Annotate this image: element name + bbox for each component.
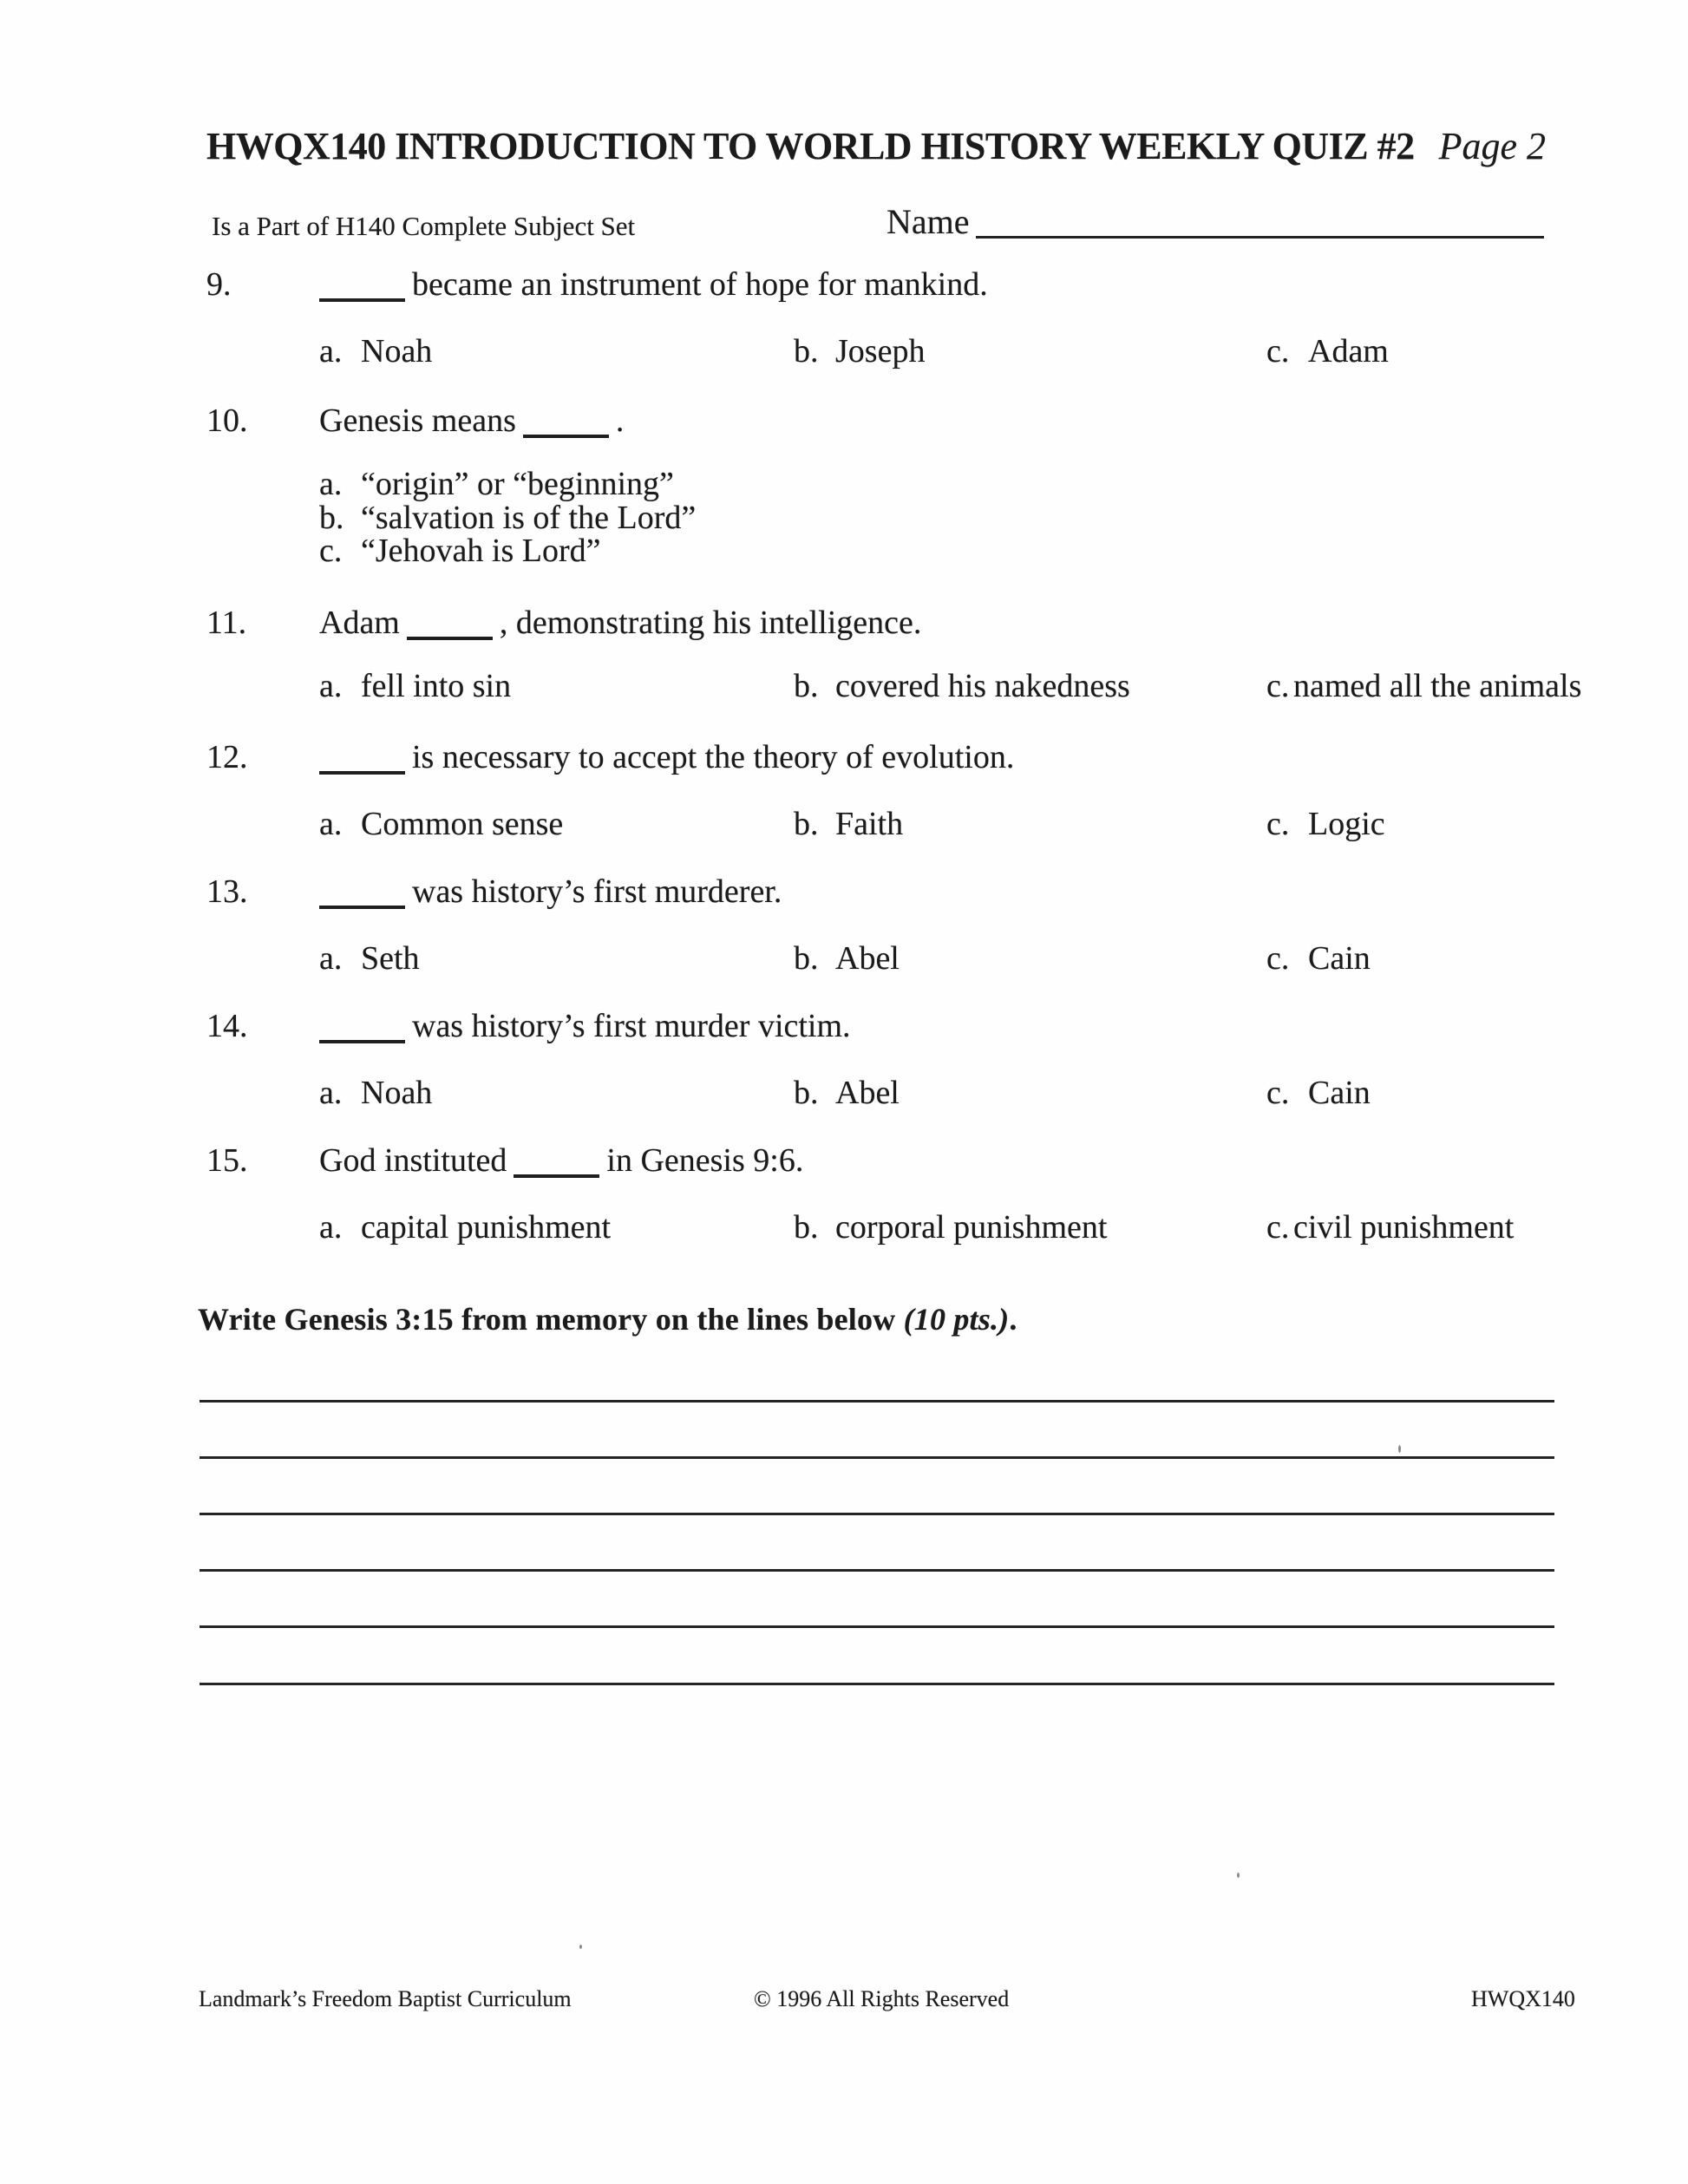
question-number: 14. bbox=[206, 1008, 248, 1044]
question-stem: Genesis means . bbox=[319, 402, 625, 439]
option-a[interactable]: a. fell into sin bbox=[319, 668, 512, 704]
option-b[interactable]: b. “salvation is of the Lord” bbox=[319, 500, 697, 536]
option-b[interactable]: b. covered his nakedness bbox=[794, 668, 1130, 704]
option-b[interactable]: b. Faith bbox=[794, 806, 904, 842]
scan-speck bbox=[1398, 1445, 1401, 1453]
option-a[interactable]: a. Noah bbox=[319, 333, 433, 369]
scan-speck bbox=[1237, 1873, 1240, 1878]
essay-writing-line-6[interactable] bbox=[200, 1683, 1554, 1685]
footer-document-code: HWQX140 bbox=[1471, 1986, 1575, 2011]
option-a[interactable]: a. “origin” or “beginning” bbox=[319, 466, 674, 502]
question-number: 10. bbox=[206, 402, 248, 439]
question-number: 9. bbox=[206, 266, 232, 303]
option-b[interactable]: b. corporal punishment bbox=[794, 1209, 1108, 1246]
answer-blank[interactable] bbox=[523, 435, 609, 438]
scan-speck bbox=[579, 1945, 582, 1949]
essay-instruction: Write Genesis 3:15 from memory on the lines below (10 pts.). bbox=[198, 1302, 1017, 1337]
answer-blank[interactable] bbox=[407, 637, 493, 640]
option-b[interactable]: b. Joseph bbox=[794, 333, 926, 369]
option-a[interactable]: a. Common sense bbox=[319, 806, 564, 842]
question-stem: became an instrument of hope for mankind. bbox=[319, 268, 988, 301]
answer-blank[interactable] bbox=[319, 298, 405, 302]
answer-blank[interactable] bbox=[319, 771, 405, 775]
option-a[interactable]: a. Noah bbox=[319, 1075, 433, 1111]
name-fill-line[interactable] bbox=[976, 236, 1544, 239]
option-b[interactable]: b. Abel bbox=[794, 1075, 900, 1111]
option-c[interactable]: c. civil punishment bbox=[1266, 1209, 1515, 1246]
question-number: 13. bbox=[206, 873, 248, 910]
answer-blank[interactable] bbox=[514, 1174, 599, 1178]
footer-copyright: © 1996 All Rights Reserved bbox=[754, 1986, 1010, 2011]
name-label: Name bbox=[887, 202, 970, 241]
question-number: 15. bbox=[206, 1142, 248, 1179]
option-c[interactable]: c. “Jehovah is Lord” bbox=[319, 533, 601, 569]
essay-writing-line-5[interactable] bbox=[200, 1625, 1554, 1628]
essay-writing-line-4[interactable] bbox=[200, 1569, 1554, 1572]
option-a[interactable]: a. Seth bbox=[319, 940, 420, 977]
option-c[interactable]: c. Adam bbox=[1266, 333, 1389, 369]
option-c[interactable]: c. Logic bbox=[1266, 806, 1385, 842]
option-c[interactable]: c. Cain bbox=[1266, 1075, 1371, 1111]
subject-set-note: Is a Part of H140 Complete Subject Set bbox=[212, 211, 636, 241]
question-stem: was history’s first murderer. bbox=[319, 875, 782, 908]
answer-blank[interactable] bbox=[319, 1040, 405, 1043]
question-number: 11. bbox=[206, 605, 247, 641]
question-stem: Adam , demonstrating his intelligence. bbox=[319, 605, 922, 641]
question-stem: God instituted in Genesis 9:6. bbox=[319, 1142, 804, 1179]
question-stem: was history’s first murder victim. bbox=[319, 1010, 851, 1043]
option-a[interactable]: a. capital punishment bbox=[319, 1209, 612, 1246]
question-number: 12. bbox=[206, 739, 248, 775]
option-c[interactable]: c. named all the animals bbox=[1266, 668, 1582, 704]
essay-writing-line-2[interactable] bbox=[200, 1456, 1554, 1459]
quiz-title-text: HWQX140 INTRODUCTION TO WORLD HISTORY WEEKLY QUIZ #2 bbox=[206, 125, 1415, 167]
footer-publisher: Landmark’s Freedom Baptist Curriculum bbox=[199, 1986, 572, 2011]
page-title bbox=[206, 125, 1546, 167]
question-stem: is necessary to accept the theory of evolution. bbox=[319, 741, 1014, 774]
points-note: (10 pts.) bbox=[903, 1302, 1010, 1337]
option-c[interactable]: c. Cain bbox=[1266, 940, 1371, 977]
answer-blank[interactable] bbox=[319, 906, 405, 909]
essay-writing-line-1[interactable] bbox=[200, 1400, 1554, 1403]
option-b[interactable]: b. Abel bbox=[794, 940, 900, 977]
page-number-label: Page 2 bbox=[1438, 125, 1546, 167]
essay-writing-line-3[interactable] bbox=[200, 1513, 1554, 1515]
